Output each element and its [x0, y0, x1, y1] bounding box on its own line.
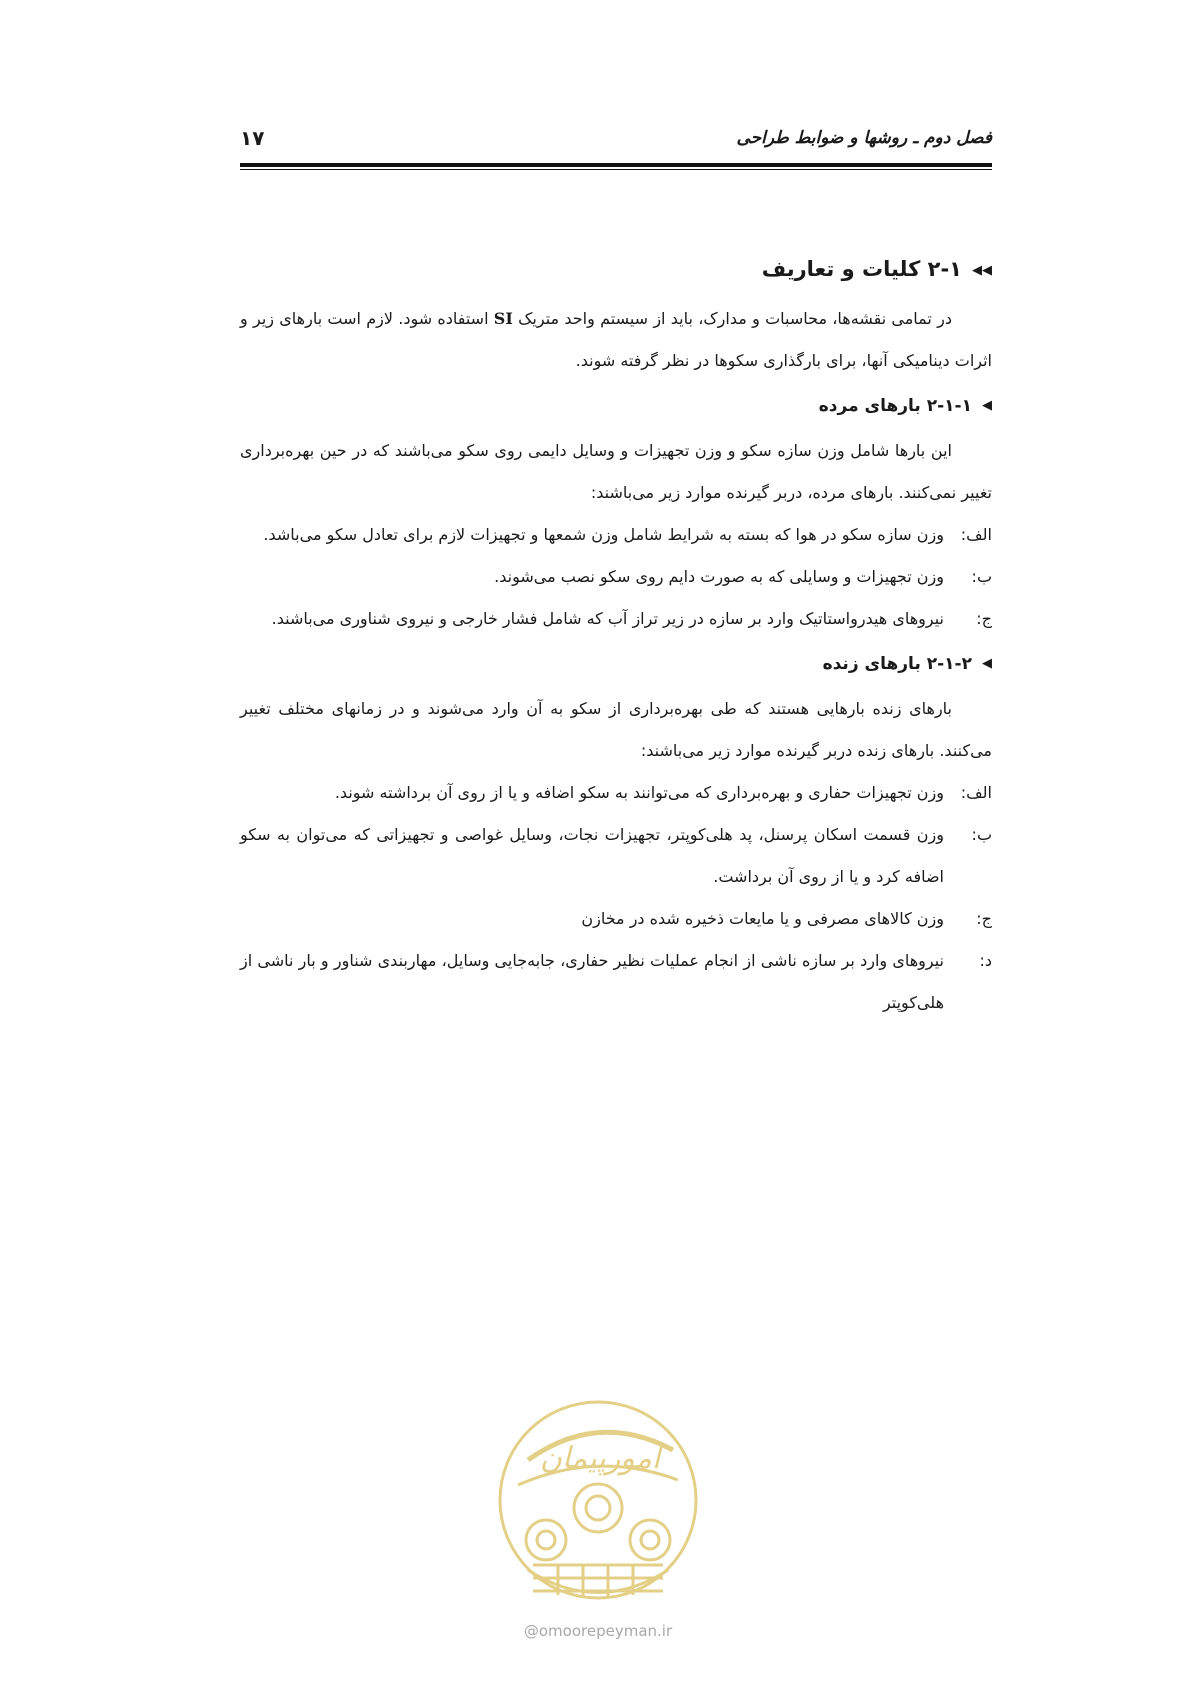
list-item-label: ب:: [971, 567, 992, 586]
list-item-text: وزن قسمت اسکان پرسنل، پد هلی‌کوپتر، تجهیزات نجات، وسایل غواصی و تجهیزاتی که می‌توان به سکو اضافه کرد و یا از روی آن برداشت.: [240, 825, 944, 886]
watermark-logo-icon: [488, 1390, 708, 1620]
page-number: ۱۷: [240, 126, 265, 150]
list-item: [240, 556, 992, 598]
intro-paragraph: در تمامی نقشه‌ها، محاسبات و مدارک، باید از سیستم واحد متریک SI استفاده شود. لازم است بارهای زیر و اثرات دینامیکی آنها، برای بارگذاری سکوها در نظر گرفته شوند.: [240, 309, 992, 370]
arrow-icon: ◀: [982, 398, 992, 413]
section-heading: [240, 252, 992, 290]
arrow-icon: ◀: [982, 656, 992, 671]
list-item: [240, 940, 992, 1024]
list-item-label: الف:: [960, 525, 992, 544]
running-header: [240, 124, 992, 160]
list-item-label: ب:: [971, 825, 992, 844]
si-unit: SI: [493, 309, 513, 328]
page-body: [240, 252, 992, 1024]
dead-loads-paragraph: این بارها شامل وزن سازه سکو و وزن تجهیزات و وسایل دایمی روی سکو می‌باشند که در حین بهره‌برداری تغییر نمی‌کنند. بارهای مرده، دربر گیرنده موارد زیر می‌باشند:: [240, 441, 992, 502]
subsection-heading-dead-loads: [240, 388, 992, 426]
list-item-text: نیروهای هیدرواستاتیک وارد بر سازه در زیر تراز آب که شامل فشار خارجی و نیروی شناوری می‌باشند.: [271, 609, 944, 628]
subsection-heading-text: ۲-۱-۲ بارهای زنده: [822, 654, 972, 674]
list-item-label: د:: [979, 951, 992, 970]
header-rule-thick: [240, 163, 992, 167]
list-item: [240, 814, 992, 898]
double-arrow-icon: ◀◀: [972, 263, 992, 278]
list-item: [240, 772, 992, 814]
list-item-label: ج:: [976, 609, 992, 628]
chapter-title: فصل دوم ـ روشها و ضوابط طراحی: [736, 128, 992, 148]
list-item: [240, 598, 992, 640]
header-rule-thin: [240, 169, 992, 170]
subsection-heading-text: ۲-۱-۱ بارهای مرده: [818, 396, 972, 416]
list-item: [240, 514, 992, 556]
list-item-text: وزن سازه سکو در هوا که بسته به شرایط شامل وزن شمعها و تجهیزات لازم برای تعادل سکو می‌باشد.: [263, 525, 944, 544]
list-item-label: ج:: [976, 909, 992, 928]
list-item: [240, 898, 992, 940]
watermark: [488, 1390, 708, 1650]
list-item-text: وزن تجهیزات حفاری و بهره‌برداری که می‌توانند به سکو اضافه و یا از روی آن برداشته شوند.: [334, 783, 944, 802]
live-loads-paragraph: بارهای زنده بارهایی هستند که طی بهره‌برداری از سکو به آن وارد می‌شوند و در زمانهای مختلف تغییر می‌کنند. بارهای زنده دربر گیرنده موارد زیر می‌باشند:: [240, 699, 992, 760]
list-item-text: وزن تجهیزات و وسایلی که به صورت دایم روی سکو نصب می‌شوند.: [494, 567, 944, 586]
list-item-label: الف:: [960, 783, 992, 802]
list-item-text: نیروهای وارد بر سازه ناشی از انجام عملیات نظیر حفاری، جابه‌جایی وسایل، مهاربندی شناور و بار ناشی از هلی‌کوپتر: [240, 951, 944, 1012]
watermark-url: @omoorepeyman.ir: [523, 1622, 673, 1640]
watermark-logo-text: امورپیمان: [539, 1441, 661, 1476]
list-item-text: وزن کالاهای مصرفی و یا مایعات ذخیره شده در مخازن: [581, 909, 944, 928]
section-heading-text: ۲-۱ کلیات و تعاریف: [761, 257, 962, 281]
subsection-heading-live-loads: [240, 646, 992, 684]
